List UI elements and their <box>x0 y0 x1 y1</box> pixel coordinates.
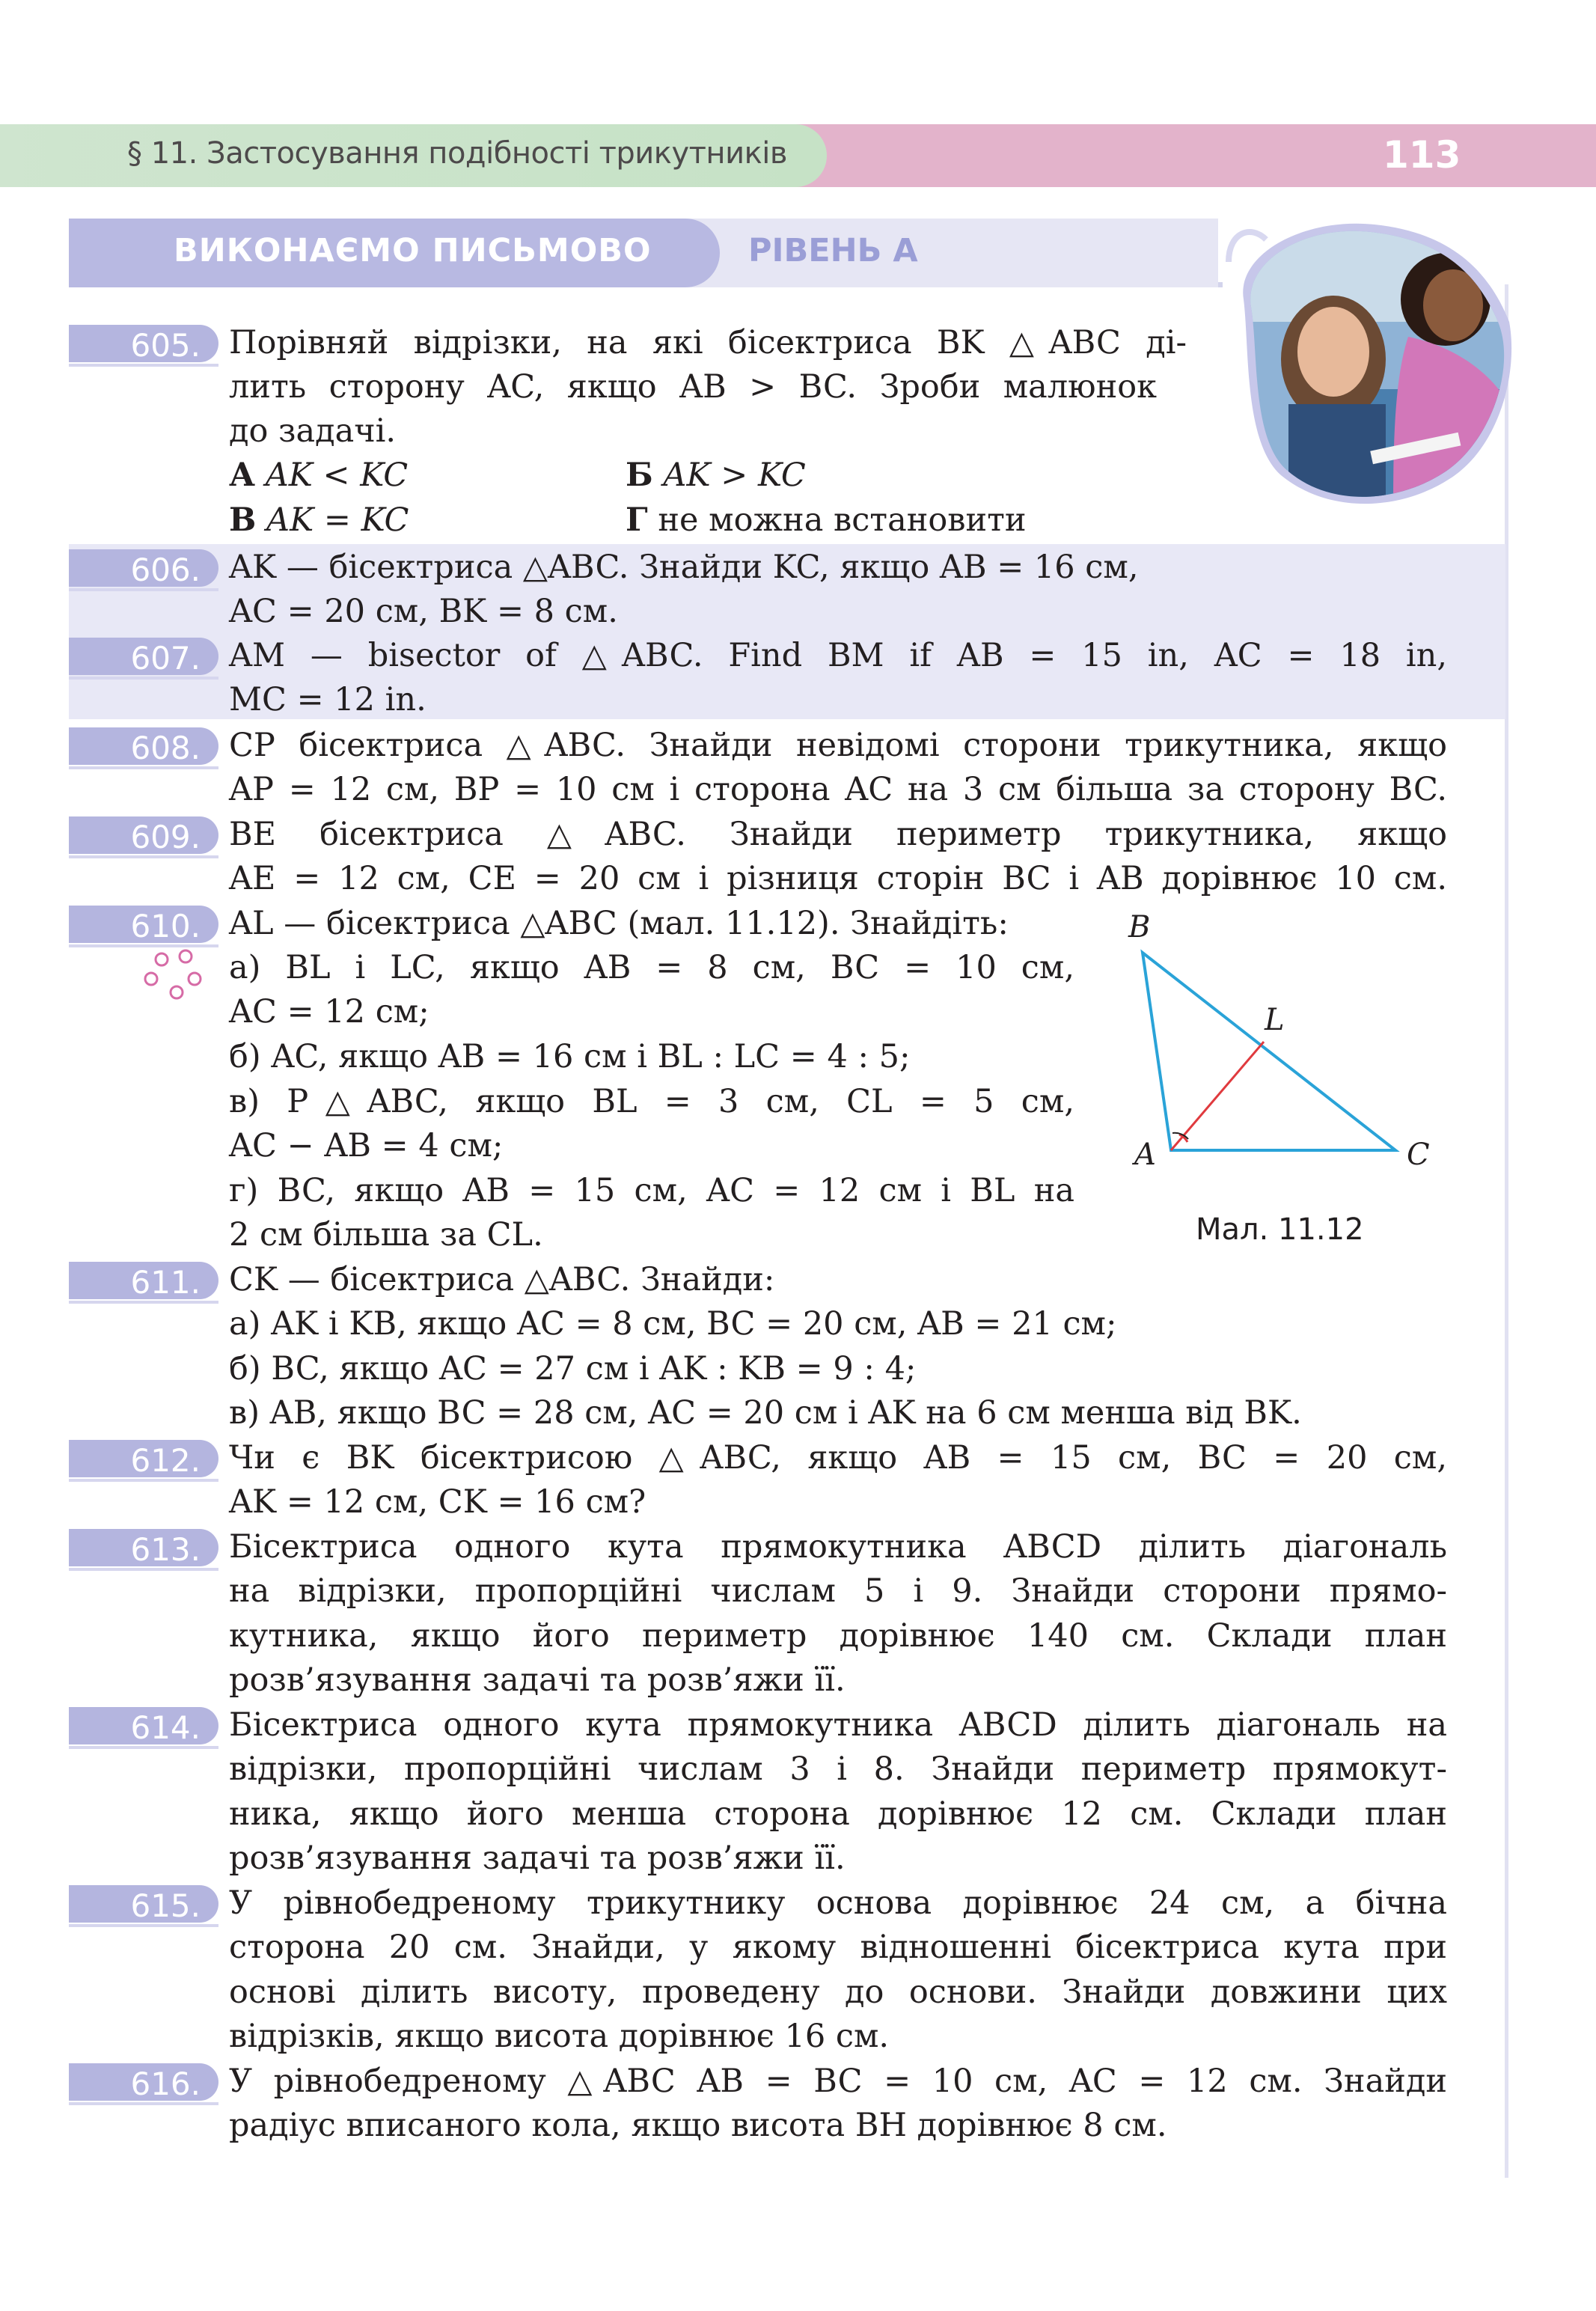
problem-610-line: г) BC, якщо AB = 15 см, AC = 12 см і BL на <box>229 1172 1074 1209</box>
vertex-label-c: C <box>1407 1138 1430 1172</box>
tab-underline <box>69 1301 218 1304</box>
problem-611-line: б) BC, якщо AC = 27 см і AK : KB = 9 : 4; <box>229 1350 917 1387</box>
vertex-label-l: L <box>1265 1003 1285 1037</box>
tab-underline <box>69 364 218 367</box>
problem-615-line: У рівнобедреному трикутнику основа дорівнює 24 см, а бічна <box>229 1884 1447 1922</box>
group-work-icon <box>139 946 207 1006</box>
tab-underline <box>69 855 218 858</box>
tab-underline <box>69 2102 218 2105</box>
answer-option-d: Г не можна встановити <box>626 501 1027 539</box>
students-photo <box>1221 217 1520 516</box>
problem-609-line: AE = 12 см, CE = 20 см і різниця сторін BC і AB дорівнює 10 см. <box>229 860 1447 897</box>
problem-606-line: AC = 20 см, BK = 8 см. <box>229 593 618 630</box>
section-banner <box>69 219 1218 287</box>
tab-underline <box>69 588 218 591</box>
vertex-label-a: A <box>1134 1138 1156 1172</box>
problem-610-line: а) BL і LC, якщо AB = 8 см, BC = 10 см, <box>229 949 1074 986</box>
problem-610-line: б) AC, якщо AB = 16 см і BL : LC = 4 : 5; <box>229 1038 911 1075</box>
problem-612-line: AK = 12 см, CK = 16 см? <box>229 1483 646 1521</box>
triangle-abc <box>1143 953 1395 1150</box>
problem-612-line: Чи є BK бісектрисою △ABC, якщо AB = 15 см, BC = 20 см, <box>229 1439 1447 1477</box>
tab-underline <box>69 1479 218 1482</box>
problem-611-line: а) AK і KB, якщо AC = 8 см, BC = 20 см, AB = 21 см; <box>229 1305 1117 1343</box>
problem-607-line: AM — bisector of △ABC. Find BM if AB = 15 in, AC = 18 in, <box>229 637 1447 674</box>
problem-611-line: в) AB, якщо BC = 28 см, AC = 20 см і AK на 6 см менша від BK. <box>229 1394 1302 1432</box>
tab-underline <box>69 1924 218 1927</box>
problem-615-line: основі ділить висоту, проведену до основи. Знайди довжини цих <box>229 1973 1447 2011</box>
problem-615-line: сторона 20 см. Знайди, у якому відношенні бісектриса кута при <box>229 1929 1447 1966</box>
problem-614-line: ника, якщо його менша сторона дорівнює 12 см. Склади план <box>229 1795 1447 1833</box>
problem-616-line: радіус вписаного кола, якщо висота BH дорівнює 8 см. <box>229 2107 1167 2144</box>
running-header <box>0 124 1596 187</box>
problem-613-line: розв’язування задачі та розв’яжи її. <box>229 1661 846 1699</box>
figure-caption: Мал. 11.12 <box>1196 1212 1364 1247</box>
tab-underline <box>69 766 218 769</box>
vertex-label-b: B <box>1128 910 1151 944</box>
problem-610-line: AC − AB = 4 см; <box>229 1127 504 1164</box>
problem-608-line: CP бісектриса △ABC. Знайди невідомі сторони трикутника, якщо <box>229 727 1447 764</box>
problem-614-line: Бісектриса одного кута прямокутника ABCD ділить діагональ на <box>229 1706 1447 1744</box>
problem-609-line: BE бісектриса △ABC. Знайди периметр трикутника, якщо <box>229 816 1447 853</box>
banner-title-tab <box>69 219 720 287</box>
problem-605-line: Порівняй відрізки, на які бісектриса BK △ABC ді- <box>229 324 1187 361</box>
section-title: § 11. Застосування подібності трикутників <box>127 136 787 171</box>
problem-614-line: відрізки, пропорційні числам 3 і 8. Знайди периметр прямокут- <box>229 1750 1447 1788</box>
problem-616-line: У рівнобедреному △ABC AB = BC = 10 см, AC = 12 см. Знайди <box>229 2063 1447 2100</box>
page-number: 113 <box>1383 133 1461 177</box>
problem-610-line: AC = 12 см; <box>229 993 429 1031</box>
tab-underline <box>69 1568 218 1571</box>
triangle-figure <box>1115 906 1459 1182</box>
bisector-al <box>1171 1042 1264 1150</box>
difficulty-level: РІВЕНЬ А <box>748 232 918 269</box>
problem-614-line: розв’язування задачі та розв’яжи її. <box>229 1840 846 1877</box>
problem-610-line: в) P△ABC, якщо BL = 3 см, CL = 5 см, <box>229 1083 1074 1120</box>
answer-option-b: Б AK > KC <box>626 457 806 494</box>
banner-title: ВИКОНАЄМО ПИСЬМОВО <box>174 232 652 269</box>
answer-option-a: А AK < KC <box>229 457 409 494</box>
header-pink-band <box>748 124 1596 187</box>
answer-option-c: В AK = KC <box>229 501 409 539</box>
problem-613-line: Бісектриса одного кута прямокутника ABCD ділить діагональ <box>229 1528 1447 1566</box>
problem-615-line: відрізків, якщо висота дорівнює 16 см. <box>229 2018 890 2055</box>
problem-607-line: MC = 12 in. <box>229 681 426 718</box>
tab-underline <box>69 1746 218 1749</box>
problem-608-line: AP = 12 см, BP = 10 см і сторона AC на 3 см більша за сторону BC. <box>229 771 1447 808</box>
problem-613-line: кутника, якщо його периметр дорівнює 140 см. Склади план <box>229 1617 1447 1655</box>
problem-613-line: на відрізки, пропорційні числам 5 і 9. Знайди сторони прямо- <box>229 1572 1447 1610</box>
problem-606-line: AK — бісектриса △ABC. Знайди KC, якщо AB = 16 см, <box>229 549 1139 586</box>
problem-611-line: CK — бісектриса △ABC. Знайди: <box>229 1261 775 1298</box>
problem-605-line: лить сторону AC, якщо AB > BC. Зроби малюнок <box>229 368 1157 406</box>
problem-605-line: до задачі. <box>229 412 397 450</box>
problem-610-line: AL — бісектриса △ABC (мал. 11.12). Знайдіть: <box>229 905 1009 942</box>
tab-underline <box>69 677 218 680</box>
problem-610-line: 2 см більша за CL. <box>229 1216 543 1254</box>
